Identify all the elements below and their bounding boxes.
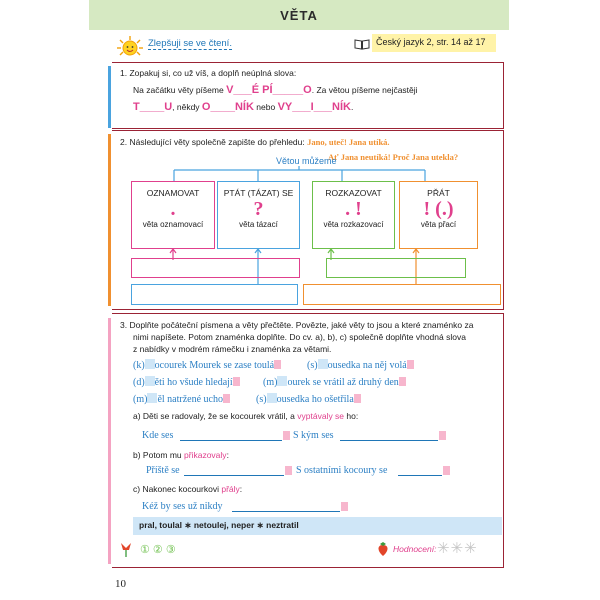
task-1-word-tecku[interactable]: T____U bbox=[133, 101, 173, 113]
strawberry-icon bbox=[376, 541, 390, 557]
punct-slot[interactable] bbox=[233, 377, 240, 386]
task-3-item bbox=[256, 393, 361, 405]
page-number: 10 bbox=[115, 578, 126, 590]
item-prefix: (m) bbox=[263, 377, 278, 388]
category-box-rozkazovat bbox=[312, 181, 395, 249]
section-2-bar bbox=[108, 134, 111, 306]
category-mark: ? bbox=[253, 198, 264, 220]
task-2-prompt: 2. Následující věty společně zapište do přehledu: bbox=[120, 137, 305, 147]
task-3a-word: vyptávaly se bbox=[297, 411, 345, 421]
task-3a-answer-line-1[interactable] bbox=[180, 440, 282, 441]
page-header bbox=[89, 0, 509, 30]
word-options: pral, toulal ∗ netoulej, neper ∗ neztratil bbox=[139, 520, 299, 530]
book-icon bbox=[354, 38, 370, 50]
item-text: ocourek Mourek se zase toulá bbox=[154, 360, 275, 371]
category-mark: . bbox=[170, 198, 176, 220]
task-3a-answer-line-2[interactable] bbox=[340, 440, 438, 441]
task-3b-text-1: b) Potom mu bbox=[133, 450, 182, 460]
item-prefix: (m) bbox=[133, 394, 148, 405]
task-1-line-2-a: , někdy bbox=[172, 102, 200, 112]
task-1-word-velke-pismeno[interactable]: V___É PÍ_____O bbox=[226, 84, 312, 96]
letter-slot[interactable] bbox=[145, 359, 155, 369]
task-3c-word: přály bbox=[221, 484, 240, 494]
category-sub: věta rozkazovací bbox=[323, 220, 384, 229]
task-3-prompt-2: nimi napíšete. Potom znaménka doplňte. Do cv. a), b), c) společně doplňte vhodná slova bbox=[133, 332, 466, 342]
task-1-line-2-end: . bbox=[350, 102, 354, 112]
task-3a-prompt bbox=[133, 411, 358, 421]
rating-stars[interactable]: ✳✳✳ bbox=[437, 540, 478, 557]
item-text: ourek se vrátil až druhý den bbox=[287, 377, 399, 388]
task-3-item bbox=[133, 393, 230, 405]
task-3c-prompt bbox=[133, 484, 242, 494]
letter-slot[interactable] bbox=[147, 393, 157, 403]
page-title: VĚTA bbox=[280, 8, 318, 23]
section-3-bar bbox=[108, 318, 111, 564]
letter-slot[interactable] bbox=[145, 376, 155, 386]
task-3b-line-1-label: Příště se bbox=[146, 465, 180, 476]
task-1-line-1-b: . Za větou píšeme nejčastěji bbox=[311, 85, 418, 95]
reading-link[interactable]: Zlepšuji se ve čtení. bbox=[148, 38, 232, 49]
punct-slot[interactable] bbox=[399, 377, 406, 386]
category-box-oznamovat bbox=[131, 181, 215, 249]
task-3b-answer-line-2[interactable] bbox=[398, 475, 442, 476]
rating-circles[interactable]: ① ② ③ bbox=[140, 544, 176, 556]
task-3c-line-1-label: Kéž by ses už nikdy bbox=[142, 501, 223, 512]
category-title: PŘÁT bbox=[427, 188, 450, 198]
sun-icon bbox=[116, 35, 144, 57]
task-3c-answer-line-1[interactable] bbox=[232, 511, 340, 512]
punct-slot[interactable] bbox=[439, 431, 446, 440]
category-sub: věta oznamovací bbox=[142, 220, 204, 229]
letter-slot[interactable] bbox=[318, 359, 328, 369]
task-3-item bbox=[133, 376, 240, 388]
task-3b-prompt bbox=[133, 450, 229, 460]
task-3b-line-2-label: S ostatními kocoury se bbox=[296, 465, 388, 476]
answer-field-oznamovaci[interactable] bbox=[131, 258, 300, 278]
task-3-prompt-1: 3. Doplňte počáteční písmena a věty přečtěte. Povězte, jaké věty to jsou a které znaménko za bbox=[120, 320, 474, 330]
flower-icon bbox=[118, 540, 134, 558]
section-1-bar bbox=[108, 66, 111, 128]
category-box-prat bbox=[399, 181, 478, 249]
answer-field-tazaci[interactable] bbox=[131, 284, 298, 305]
letter-slot[interactable] bbox=[277, 376, 287, 386]
category-mark: ! (.) bbox=[423, 198, 454, 220]
task-1-word-vykricnik[interactable]: VY___I___NÍK bbox=[277, 101, 351, 113]
task-3b-text-2: : bbox=[226, 450, 229, 460]
task-2-sentences-1: Jano, uteč! Jana utíká. bbox=[307, 137, 390, 147]
item-prefix: (s) bbox=[256, 394, 267, 405]
item-text: ousedka ho ošetřila bbox=[276, 394, 354, 405]
task-3b-word: přikazovaly bbox=[184, 450, 227, 460]
category-title: ROZKAZOVAT bbox=[325, 188, 382, 198]
item-prefix: (s) bbox=[307, 360, 318, 371]
task-3b-answer-line-1[interactable] bbox=[184, 475, 284, 476]
item-text: ousedka na něj volá bbox=[327, 360, 407, 371]
task-3-prompt-3: z nabídky v modrém rámečku i znaménka za větami. bbox=[133, 344, 332, 354]
item-text: ěti ho všude hledají bbox=[154, 377, 233, 388]
task-3-item bbox=[263, 376, 406, 388]
task-3c-text-1: c) Nakonec kocourkovi bbox=[133, 484, 219, 494]
punct-slot[interactable] bbox=[341, 502, 348, 511]
category-sub: věta přací bbox=[420, 220, 457, 229]
category-title: OZNAMOVAT bbox=[146, 188, 200, 198]
category-box-ptat bbox=[217, 181, 300, 249]
task-3a-line-2-label: S kým ses bbox=[293, 430, 334, 441]
letter-slot[interactable] bbox=[267, 393, 277, 403]
task-3a-text-2: ho: bbox=[346, 411, 359, 421]
category-title: PTÁT (TÁZAT) SE bbox=[223, 188, 294, 198]
word-options-box bbox=[133, 517, 502, 535]
answer-field-rozkazovaci[interactable] bbox=[326, 258, 466, 278]
task-3-item bbox=[307, 359, 414, 371]
task-1-line-1 bbox=[133, 84, 418, 96]
task-3a-text-1: a) Děti se radovaly, že se kocourek vrátil, a bbox=[133, 411, 295, 421]
hodnoceni-label: Hodnocení: bbox=[393, 544, 437, 554]
item-prefix: (k) bbox=[133, 360, 145, 371]
punct-slot[interactable] bbox=[407, 360, 414, 369]
task-1-line-1-a: Na začátku věty píšeme bbox=[133, 85, 224, 95]
punct-slot[interactable] bbox=[223, 394, 230, 403]
task-2-prompt-line bbox=[120, 137, 390, 147]
category-mark: . ! bbox=[345, 198, 362, 220]
punct-slot[interactable] bbox=[354, 394, 361, 403]
category-sub: věta tázací bbox=[239, 220, 278, 229]
punct-slot[interactable] bbox=[283, 431, 290, 440]
task-1-prompt: 1. Zopakuj si, co už víš, a doplň neúplná slova: bbox=[120, 68, 297, 78]
task-1-line-2-b: nebo bbox=[256, 102, 276, 112]
vetu-muzeme-label: Větou můžeme bbox=[276, 156, 337, 166]
item-prefix: (d) bbox=[133, 377, 145, 388]
task-3-item bbox=[133, 359, 281, 371]
punct-slot[interactable] bbox=[285, 466, 292, 475]
task-1-word-otaznik[interactable]: O____NÍK bbox=[201, 101, 254, 113]
textbook-reference: Český jazyk 2, str. 14 až 17 bbox=[372, 34, 496, 52]
item-text: ěl natržené ucho bbox=[157, 394, 223, 405]
task-3c-text-2: : bbox=[239, 484, 243, 494]
punct-slot[interactable] bbox=[443, 466, 450, 475]
task-2-sentences-2: Ať Jana neutíká! Proč Jana utekla? bbox=[328, 152, 459, 162]
task-1-line-2 bbox=[133, 101, 353, 113]
answer-field-praci[interactable] bbox=[303, 284, 501, 305]
task-3a-line-1-label: Kde ses bbox=[142, 430, 174, 441]
punct-slot[interactable] bbox=[274, 360, 281, 369]
